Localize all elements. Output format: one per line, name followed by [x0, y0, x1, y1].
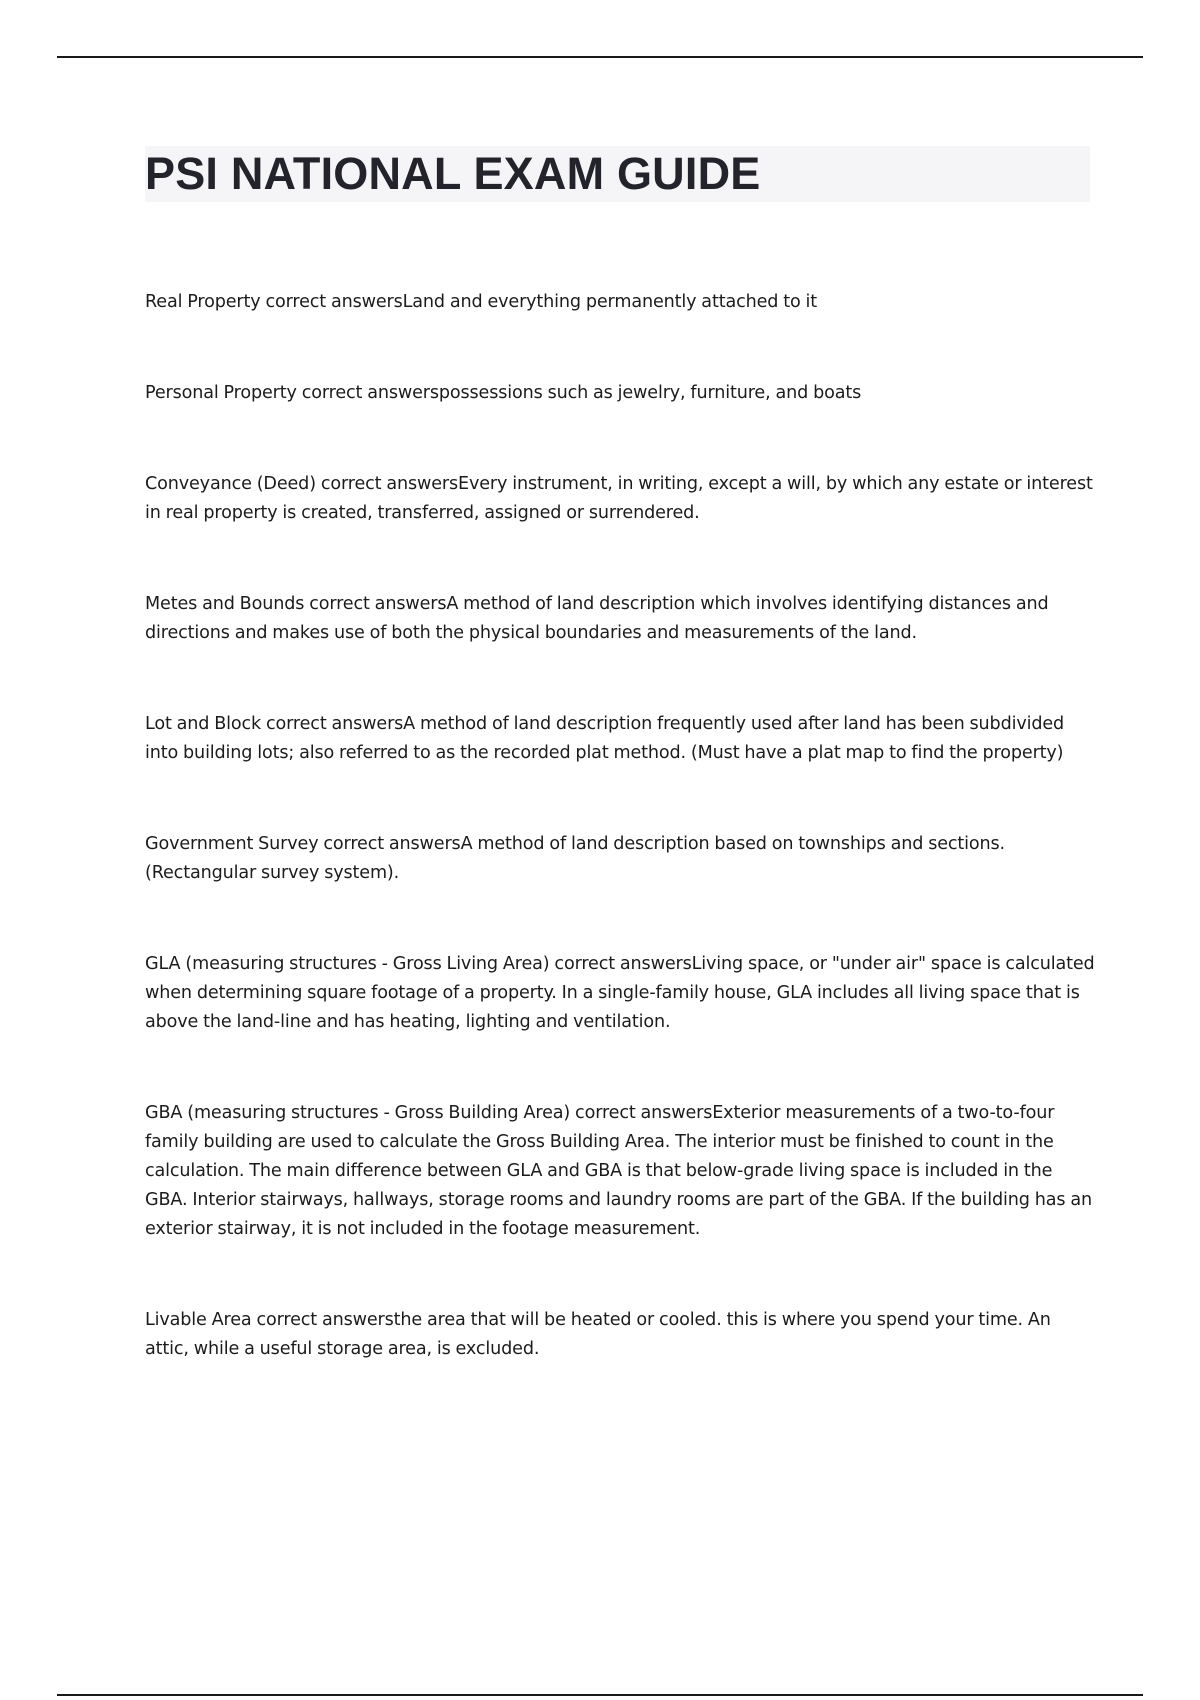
qa-item-livable-area: Livable Area correct answersthe area that will be heated or cooled. this is where you spend your time. An attic, while a useful storage area, is excluded. — [145, 1310, 1051, 1359]
top-rule — [57, 56, 1143, 58]
qa-item-real-property: Real Property correct answersLand and everything permanently attached to it — [145, 292, 818, 312]
qa-item-metes-and-bounds: Metes and Bounds correct answersA method of land description which involves identifying distances and directions and makes use of both the physical boundaries and measurements of the land. — [145, 594, 1049, 643]
qa-item-government-survey: Government Survey correct answersA method of land description based on townships and sections. (Rectangular survey system). — [145, 834, 1005, 883]
bottom-rule — [57, 1694, 1143, 1696]
page-title: PSI NATIONAL EXAM GUIDE — [145, 148, 761, 199]
question-answer-list — [145, 288, 1095, 1426]
qa-item-conveyance: Conveyance (Deed) correct answersEvery instrument, in writing, except a will, by which any estate or interest in real property is created, transferred, assigned or surrendered. — [145, 474, 1093, 523]
qa-item-personal-property: Personal Property correct answerspossessions such as jewelry, furniture, and boats — [145, 383, 862, 403]
qa-item-gba: GBA (measuring structures - Gross Building Area) correct answersExterior measurements of a two-to-four family building are used to calculate the Gross Building Area. The interior must be finished to count in the calculation. The main difference between GLA and GBA is that below-grade living space is included in the GBA. Interior stairways, hallways, storage rooms and laundry rooms are part of the GBA. If the building has an exterior stairway, it is not included in the footage measurement. — [145, 1103, 1092, 1239]
qa-item-gla: GLA (measuring structures - Gross Living Area) correct answersLiving space, or "under air" space is calculated when determining square footage of a property. In a single-family house, GLA includes all living space that is above the land-line and has heating, lighting and ventilation. — [145, 954, 1095, 1032]
qa-item-lot-and-block: Lot and Block correct answersA method of land description frequently used after land has been subdivided into building lots; also referred to as the recorded plat method. (Must have a plat map to find the property) — [145, 714, 1065, 763]
